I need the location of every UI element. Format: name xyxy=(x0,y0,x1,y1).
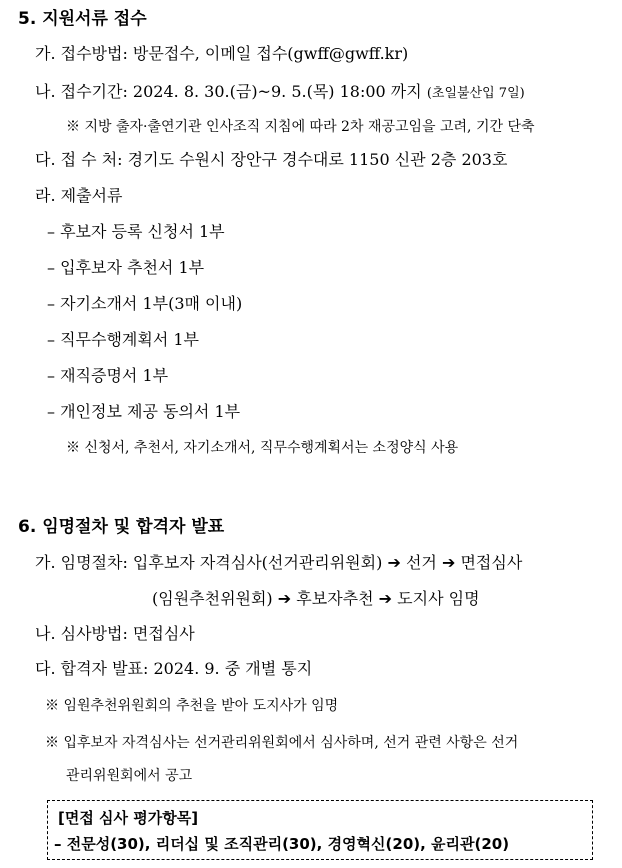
submission-period-note: (초일불산입 7일) xyxy=(426,86,525,101)
period-shortening-note: ※ 지방 출자·출연기관 인사조직 지침에 따라 2차 재공고임을 고려, 기간 단축 xyxy=(66,119,535,135)
docs-form-note: ※ 신청서, 추천서, 자기소개서, 직무수행계획서는 소정양식 사용 xyxy=(66,440,459,456)
criteria-title: [면접 심사 평가항목] xyxy=(58,809,199,827)
doc-item: – 직무수행계획서 1부 xyxy=(47,330,199,349)
appointment-procedure-cont xyxy=(152,589,480,609)
arrow-icon: ➔ xyxy=(277,589,292,608)
election-note-line1: ※ 입후보자 자격심사는 선거관리위원회에서 심사하며, 선거 관련 사항은 선거 xyxy=(45,735,519,751)
appointment-note: ※ 임원추천위원회의 추천을 받아 도지사가 임명 xyxy=(45,698,339,714)
doc-item: – 입후보자 추천서 1부 xyxy=(47,258,205,277)
procedure-step-recommend: 후보자추천 xyxy=(296,589,374,608)
submission-method: 가. 접수방법: 방문접수, 이메일 접수(gwff@gwff.kr) xyxy=(35,44,409,63)
section-6-title: 6. 임명절차 및 합격자 발표 xyxy=(18,517,225,537)
arrow-icon: ➔ xyxy=(378,589,393,608)
submission-period-main: 나. 접수기간: 2024. 8. 30.(금)~9. 5.(목) 18:00 까지 xyxy=(35,82,422,101)
required-docs-heading: 라. 제출서류 xyxy=(35,186,123,205)
screening-method: 나. 심사방법: 면접심사 xyxy=(35,624,195,643)
doc-item: – 재직증명서 1부 xyxy=(47,366,169,385)
procedure-step-appoint: 도지사 임명 xyxy=(397,589,480,608)
procedure-step-screening: 가. 임명절차: 입후보자 자격심사(선거관리위원회) xyxy=(35,553,383,572)
doc-item: – 후보자 등록 신청서 1부 xyxy=(47,222,225,241)
appointment-procedure xyxy=(35,553,522,573)
doc-item: – 개인정보 제공 동의서 1부 xyxy=(47,402,241,421)
election-note-line2: 관리위원회에서 공고 xyxy=(66,768,193,784)
interview-criteria-box xyxy=(47,800,593,860)
arrow-icon: ➔ xyxy=(441,553,456,572)
procedure-step-committee: (임원추천위원회) xyxy=(152,589,273,608)
submission-period xyxy=(35,82,525,104)
submission-place: 다. 접 수 처: 경기도 수원시 장안구 경수대로 1150 신관 2층 203호 xyxy=(35,150,508,169)
criteria-items: – 전문성(30), 리더십 및 조직관리(30), 경영혁신(20), 윤리관(20) xyxy=(54,835,510,853)
procedure-step-election: 선거 xyxy=(405,553,437,572)
procedure-step-interview: 면접심사 xyxy=(460,553,523,572)
section-5-title: 5. 지원서류 접수 xyxy=(18,9,147,29)
result-announcement: 다. 합격자 발표: 2024. 9. 중 개별 통지 xyxy=(35,659,313,678)
doc-item: – 자기소개서 1부(3매 이내) xyxy=(47,294,243,313)
arrow-icon: ➔ xyxy=(387,553,401,572)
